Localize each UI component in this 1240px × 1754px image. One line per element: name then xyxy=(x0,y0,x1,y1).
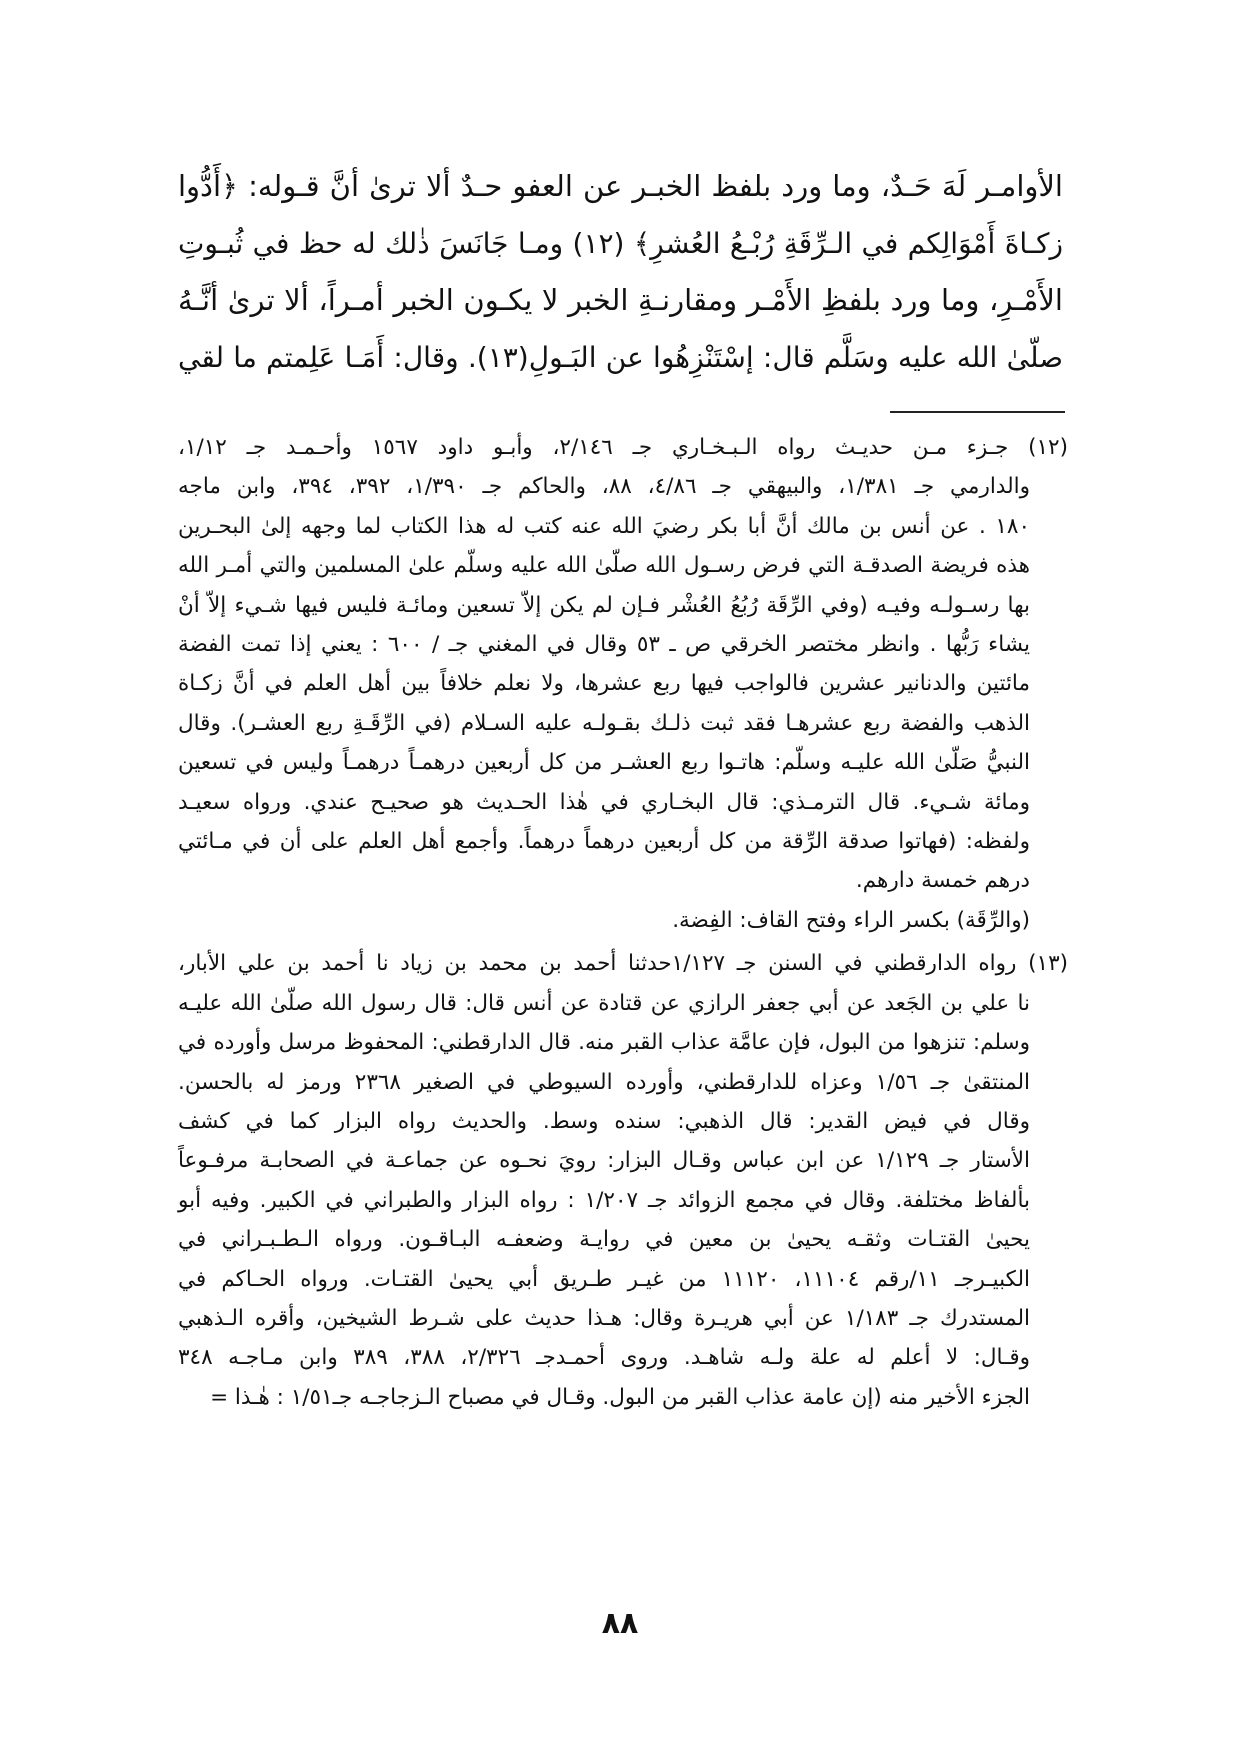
footnote-line: ومائة شـيء. قال الترمـذي: قال البخـاري في هٰذا الحـديث هو صحيـح عندي. ورواه سعيـد xyxy=(178,789,1030,815)
footnote-line: الذهب والفضة ربع عشرهـا فقد ثبت ذلـك بقـولـه عليه السـلام (في الرِّقَـةِ ربع العشـر). وقال xyxy=(178,710,1030,736)
footnote-12 xyxy=(178,428,1068,940)
footnote-line: هذه فريضة الصدقـة التي فرض رسـول الله صلّىٰ الله عليه وسلّم علىٰ المسلمين والتي أمـر الله xyxy=(178,553,1030,579)
footnote-line: وقـال: لا أعلم له علة ولـه شاهـد. وروى أحمـدجـ ٢/٣٢٦، ٣٨٨، ٣٨٩ وابن مـاجـه ٣٤٨ xyxy=(178,1345,1030,1371)
main-body-text xyxy=(178,158,1063,386)
footnote-line: النبيُّ صَلّىٰ الله عليـه وسلّم: هاتـوا ربع العشـر من كل أربعين درهمـاً درهمـاً وليس في تسعين xyxy=(178,750,1030,776)
footnote-line: بها رسـولـه وفيـه (وفي الرِّقَة رُبُعُ العُشْر فـإن لم يكن إلاّ تسعين ومائـة فليس فيها شـيء إلاّ أنْ xyxy=(178,592,1030,618)
footnote-line: (١٣) رواه الدارقطني في السنن جـ ١/١٢٧حدثنا أحمد بن محمد بن زياد نا أحمد بن علي الأبار، xyxy=(178,951,1069,977)
main-text-line: زكـاةَ أَمْوَالِكم في الـرِّقَةِ رُبْـعُ العُشرِ﴾ (١٢) ومـا جَانَسَ ذٰلك له حظ في ثُبـوتِ xyxy=(178,227,1063,260)
footnote-line: نا علي بن الجَعد عن أبي جعفر الرازي عن قتادة عن أنس قال: قال رسول الله صلّىٰ الله عليـه xyxy=(178,990,1030,1016)
footnote-separator xyxy=(890,411,1065,413)
footnote-line: الأستار جـ ١/١٢٩ عن ابن عباس وقـال البزار: رويَ نحـوه عن جماعـة في الصحابـة مرفـوعاً xyxy=(178,1148,1030,1174)
footnote-line: ١٨٠ . عن أنس بن مالك أنَّ أبا بكر رضيَ الله عنه كتب له هذا الكتاب لما وجهه إلىٰ البحـرين xyxy=(178,513,1030,539)
page-number: ٨٨ xyxy=(601,1606,639,1641)
main-text-line: الأَمْـرِ، وما ورد بلفظِ الأَمْـر ومقارنـةِ الخبر لا يكـون الخبر أمـراً، ألا ترىٰ أنَّـهُ xyxy=(178,283,1063,317)
footnote-line: بألفاظ مختلفة. وقال في مجمع الزوائد جـ ١/٢٠٧ : رواه البزار والطبراني في الكبير. وفيه أبو xyxy=(178,1187,1031,1213)
footnote-line: ولفظه: (فهاتوا صدقة الرِّقة من كل أربعين درهماً درهماً. وأجمع أهل العلم على أن في مـائتي xyxy=(178,829,1030,855)
footnote-line: درهم خمسة دارهم. xyxy=(855,868,1030,894)
footnote-line: الجزء الأخير منه (إن عامة عذاب القبر من البول. وقـال في مصباح الـزجاجـه جـ١/٥١ : هٰـذا = xyxy=(210,1384,1030,1410)
footnote-line: المنتقىٰ جـ ١/٥٦ وعزاه للدارقطني، وأورده السيوطي في الصغير ٢٣٦٨ ورمز له بالحسن. xyxy=(178,1069,1031,1095)
footnote-line: الكبيـرجـ ١١/رقم ١١١٠٤، ١١١٢٠ من غيـر طـريق أبي يحيىٰ القتـات. ورواه الحـاكم في xyxy=(178,1266,1031,1292)
footnote-note: (والرِّقَة) بكسر الراء وفتح القاف: الفِضة. xyxy=(672,907,1030,933)
footnote-line: وقال في فيض القدير: قال الذهبي: سنده وسط. والحديث رواه البزار كما في كشف xyxy=(178,1108,1030,1134)
footnote-line: المستدرك جـ ١/١٨٣ عن أبي هريـرة وقال: هـذا حديث على شـرط الشيخين، وأقره الـذهبي xyxy=(178,1305,1030,1331)
footnotes-section xyxy=(178,428,1068,1417)
footnote-13 xyxy=(178,944,1068,1417)
footnote-line: مائتين والدنانير عشرين فالواجب فيها ربع عشرها، ولا نعلم خلافاً بين أهل العلم في أنَّ زكـاة xyxy=(178,671,1030,697)
main-text-line: الأوامـر لَهَ حَـدٌ، وما ورد بلفظ الخبـر عن العفو حـدٌ ألا ترىٰ أنَّ قـوله: ﴿أَدُّوا xyxy=(178,169,1063,203)
footnote-line: والدارمي جـ ١/٣٨١، والبيهقي جـ ٤/٨٦، ٨٨، والحاكم جـ ١/٣٩٠، ٣٩٢، ٣٩٤، وابن ماجه xyxy=(178,474,1030,500)
footnote-line: يحيىٰ القتـات وثقـه يحيىٰ بن معين في روايـة وضعفـه البـاقـون. ورواه الـطـبـراني في xyxy=(178,1227,1030,1253)
main-text-line: صلّىٰ الله عليه وسَلَّم قال: إسْتَنْزِهُوا عن البَـولِ(١٣). وقال: أَمَـا عَلِمتم ما لقي xyxy=(178,341,1063,374)
footnote-line: وسلم: تنزهوا من البول، فإن عامَّة عذاب القبر منه. قال الدارقطني: المحفوظ مرسل وأورده في xyxy=(178,1030,1030,1056)
footnote-line: (١٢) جـزء مـن حديـث رواه الـبـخـاري جـ ٢/١٤٦، وأبـو داود ١٥٦٧ وأحـمـد جـ ١/١٢، xyxy=(178,435,1068,460)
footnote-line: يشاء رَبُّها . وانظر مختصر الخرقي ص ـ ٥٣ وقال في المغني جـ / ٦٠٠ : يعني إذا تمت الفضة xyxy=(178,632,1030,658)
